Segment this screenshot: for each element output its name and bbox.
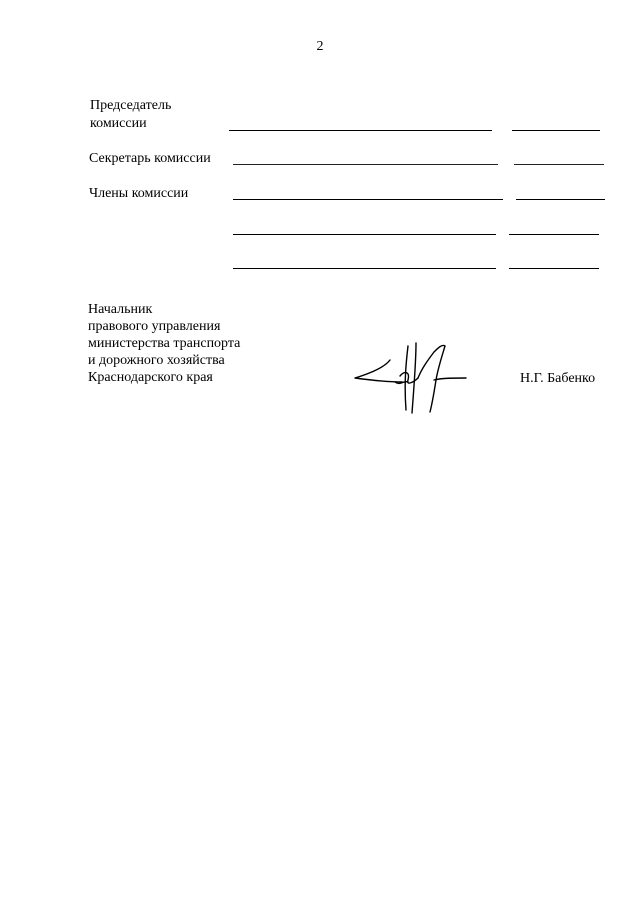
- member-3-signature-line: [233, 268, 496, 269]
- approver-title-line: Краснодарского края: [88, 370, 213, 385]
- approver-name: Н.Г. Бабенко: [520, 371, 596, 386]
- approver-title-line: и дорожного хозяйства: [88, 353, 225, 368]
- member-3-name-line: [509, 268, 599, 269]
- member-2-signature-line: [233, 234, 496, 235]
- secretary-signature-line: [233, 164, 498, 165]
- approver-title: [88, 301, 240, 386]
- approver-title-line: Начальник: [88, 302, 153, 317]
- chairman-signature-line: [229, 130, 492, 131]
- chairman-label-line1: Председатель: [90, 98, 172, 113]
- member-2-name-line: [509, 234, 599, 235]
- member-1-name-line: [516, 199, 605, 200]
- approver-title-line: правового управления: [88, 319, 221, 334]
- secretary-label: Секретарь комиссии: [89, 151, 211, 166]
- chairman-label-line2: комиссии: [90, 116, 147, 131]
- page-number: 2: [316, 39, 324, 54]
- chairman-name-line: [512, 130, 600, 131]
- handwritten-signature: [350, 338, 475, 418]
- approver-title-line: министерства транспорта: [88, 336, 241, 351]
- members-label: Члены комиссии: [89, 186, 189, 201]
- member-1-signature-line: [233, 199, 503, 200]
- secretary-name-line: [514, 164, 604, 165]
